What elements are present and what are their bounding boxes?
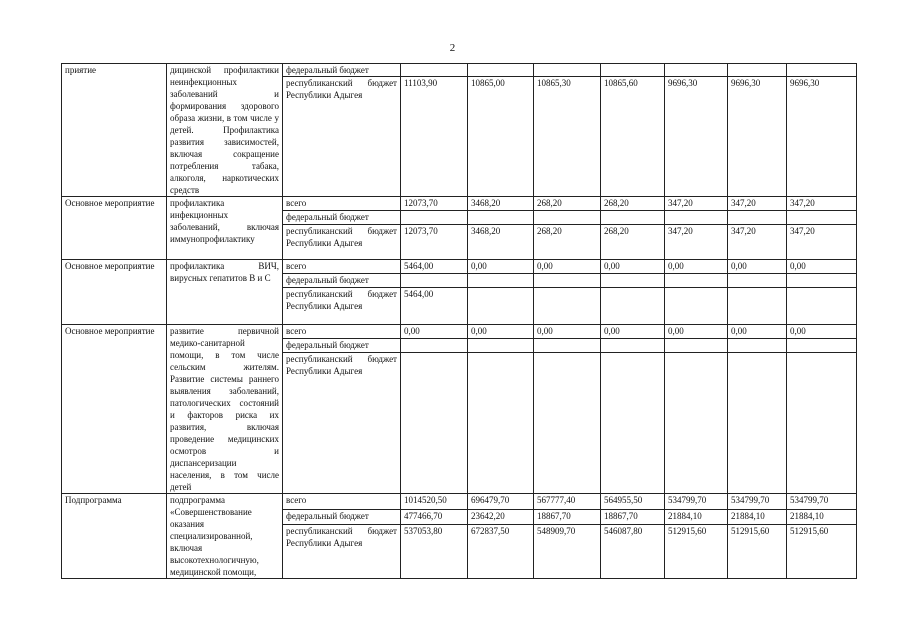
activity-type-cell: Основное мероприятие (62, 197, 167, 260)
amount-cell: 0,00 (787, 260, 857, 274)
amount-cell: 477466,70 (401, 509, 468, 525)
amount-cell: 564955,50 (601, 494, 665, 510)
funding-source-cell: всего (283, 260, 401, 274)
activity-type-cell: приятие (62, 64, 167, 197)
amount-cell (665, 339, 728, 353)
amount-cell (468, 339, 534, 353)
amount-cell (534, 353, 601, 494)
table-body (62, 64, 857, 579)
amount-cell (601, 274, 665, 288)
amount-cell (787, 339, 857, 353)
amount-cell (787, 64, 857, 77)
amount-cell: 23642,20 (468, 509, 534, 525)
amount-cell (401, 339, 468, 353)
funding-source-cell: федеральный бюджет (283, 64, 401, 77)
amount-cell (468, 288, 534, 325)
amount-cell (665, 64, 728, 77)
amount-cell: 268,20 (534, 197, 601, 211)
amount-cell (728, 274, 787, 288)
amount-cell: 12073,70 (401, 225, 468, 260)
amount-cell (665, 274, 728, 288)
amount-cell: 5464,00 (401, 260, 468, 274)
amount-cell: 5464,00 (401, 288, 468, 325)
amount-cell: 10865,60 (601, 77, 665, 197)
amount-cell (728, 211, 787, 225)
amount-cell: 18867,70 (601, 509, 665, 525)
amount-cell: 12073,70 (401, 197, 468, 211)
amount-cell: 21884,10 (787, 509, 857, 525)
amount-cell (787, 288, 857, 325)
amount-cell: 0,00 (601, 260, 665, 274)
amount-cell: 347,20 (728, 225, 787, 260)
amount-cell: 1014520,50 (401, 494, 468, 510)
amount-cell: 9696,30 (665, 77, 728, 197)
amount-cell: 0,00 (468, 260, 534, 274)
amount-cell (601, 211, 665, 225)
amount-cell: 347,20 (728, 197, 787, 211)
amount-cell (534, 288, 601, 325)
page-number: 2 (449, 42, 456, 54)
table-row (62, 325, 857, 339)
amount-cell: 512915,60 (665, 525, 728, 579)
funding-source-cell: всего (283, 197, 401, 211)
funding-source-cell: республиканский бюджет Республики Адыгея (283, 225, 401, 260)
amount-cell (601, 353, 665, 494)
amount-cell (665, 211, 728, 225)
amount-cell (665, 288, 728, 325)
activity-type-cell: Подпрограмма (62, 494, 167, 579)
amount-cell: 696479,70 (468, 494, 534, 510)
amount-cell: 268,20 (534, 225, 601, 260)
funding-source-cell: федеральный бюджет (283, 274, 401, 288)
amount-cell (534, 274, 601, 288)
budget-table (61, 63, 857, 579)
amount-cell (534, 211, 601, 225)
activity-description-cell: профилактика ВИЧ, вирусных гепатитов В и С (167, 260, 283, 325)
amount-cell (601, 288, 665, 325)
funding-source-cell: республиканский бюджет Республики Адыгея (283, 288, 401, 325)
amount-cell (534, 339, 601, 353)
activity-type-cell: Основное мероприятие (62, 325, 167, 494)
funding-source-cell: федеральный бюджет (283, 211, 401, 225)
amount-cell (728, 353, 787, 494)
amount-cell: 672837,50 (468, 525, 534, 579)
amount-cell: 548909,70 (534, 525, 601, 579)
amount-cell: 534799,70 (728, 494, 787, 510)
amount-cell: 347,20 (665, 225, 728, 260)
amount-cell (468, 211, 534, 225)
amount-cell: 0,00 (534, 325, 601, 339)
table-row (62, 64, 857, 77)
activity-description-cell: дицинской профилактики неинфекционных заболеваний и формирования здорового образа жизни, в том числе у детей. Профилактика развития зависимостей, включая сокращение потребления табака, алкоголя, наркотических средств (167, 64, 283, 197)
amount-cell: 0,00 (665, 260, 728, 274)
amount-cell (401, 274, 468, 288)
funding-source-cell: федеральный бюджет (283, 339, 401, 353)
amount-cell: 0,00 (401, 325, 468, 339)
activity-description-cell: развитие первичной медико-санитарной помощи, в том числе сельским жителям. Развитие системы раннего выявления заболеваний, патологических состояний и факторов риска их развития, включая проведение медицинских осмотров и диспансеризации населения, в том числе детей (167, 325, 283, 494)
amount-cell: 512915,60 (787, 525, 857, 579)
amount-cell (601, 339, 665, 353)
amount-cell: 0,00 (665, 325, 728, 339)
amount-cell: 347,20 (787, 225, 857, 260)
amount-cell (534, 64, 601, 77)
funding-source-cell: республиканский бюджет Республики Адыгея (283, 77, 401, 197)
amount-cell: 11103,90 (401, 77, 468, 197)
amount-cell (728, 64, 787, 77)
amount-cell: 0,00 (787, 325, 857, 339)
table-row (62, 197, 857, 211)
amount-cell (401, 353, 468, 494)
amount-cell: 567777,40 (534, 494, 601, 510)
amount-cell: 546087,80 (601, 525, 665, 579)
funding-source-cell: республиканский бюджет Республики Адыгея (283, 525, 401, 579)
amount-cell (787, 353, 857, 494)
amount-cell: 10865,30 (534, 77, 601, 197)
funding-source-cell: всего (283, 325, 401, 339)
amount-cell: 347,20 (665, 197, 728, 211)
table-row (62, 494, 857, 510)
amount-cell: 9696,30 (728, 77, 787, 197)
funding-source-cell: республиканский бюджет Республики Адыгея (283, 353, 401, 494)
amount-cell: 0,00 (728, 260, 787, 274)
funding-source-cell: федеральный бюджет (283, 509, 401, 525)
amount-cell (728, 339, 787, 353)
table-row (62, 260, 857, 274)
amount-cell: 18867,70 (534, 509, 601, 525)
amount-cell: 0,00 (468, 325, 534, 339)
amount-cell: 268,20 (601, 225, 665, 260)
amount-cell (401, 64, 468, 77)
amount-cell: 347,20 (787, 197, 857, 211)
amount-cell: 268,20 (601, 197, 665, 211)
amount-cell: 0,00 (534, 260, 601, 274)
amount-cell (787, 211, 857, 225)
amount-cell: 534799,70 (787, 494, 857, 510)
amount-cell: 21884,10 (728, 509, 787, 525)
amount-cell: 512915,60 (728, 525, 787, 579)
activity-type-cell: Основное мероприятие (62, 260, 167, 325)
amount-cell: 0,00 (728, 325, 787, 339)
amount-cell (468, 353, 534, 494)
amount-cell: 0,00 (601, 325, 665, 339)
amount-cell (601, 64, 665, 77)
amount-cell: 9696,30 (787, 77, 857, 197)
amount-cell: 3468,20 (468, 197, 534, 211)
amount-cell (665, 353, 728, 494)
amount-cell: 10865,00 (468, 77, 534, 197)
amount-cell (468, 64, 534, 77)
activity-description-cell: профилактика инфекционных заболеваний, включая иммунопрофилактику (167, 197, 283, 260)
amount-cell: 21884,10 (665, 509, 728, 525)
amount-cell (468, 274, 534, 288)
amount-cell (728, 288, 787, 325)
amount-cell (401, 211, 468, 225)
amount-cell (787, 274, 857, 288)
activity-description-cell: подпрограмма «Совершенствование оказания специализированной, включая высокотехнологичную, медицинской помощи, (167, 494, 283, 579)
amount-cell: 3468,20 (468, 225, 534, 260)
amount-cell: 537053,80 (401, 525, 468, 579)
funding-source-cell: всего (283, 494, 401, 510)
amount-cell: 534799,70 (665, 494, 728, 510)
